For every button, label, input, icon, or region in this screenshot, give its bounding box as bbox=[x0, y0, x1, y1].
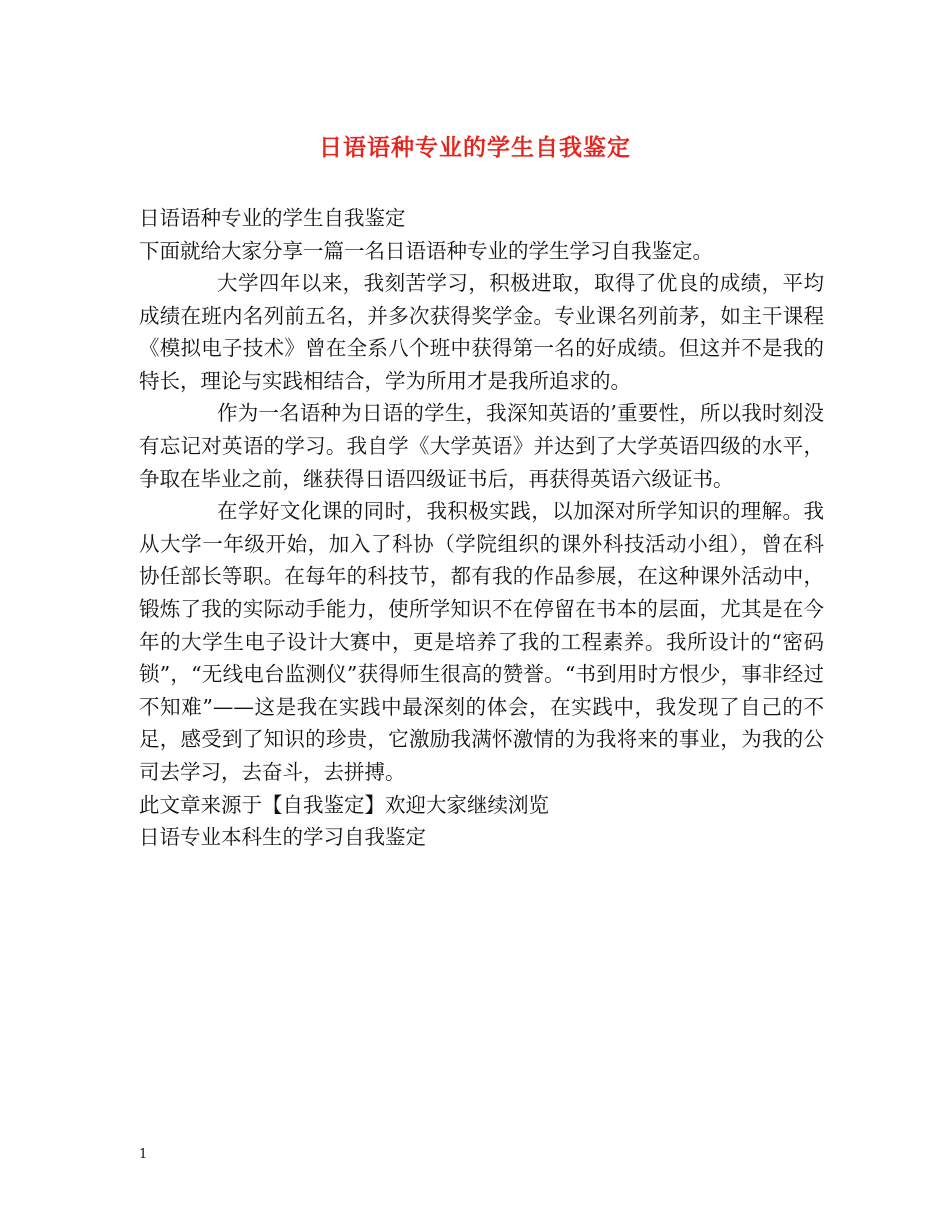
document-title: 日语语种专业的学生自我鉴定 bbox=[319, 134, 631, 161]
paragraph-english: 作为一名语种为日语的学生，我深知英语的’重要性，所以我时刻没有忘记对英语的学习。我自学《大学英语》并达到了大学英语四级的水平，争取在毕业之前，继获得日语四级证书后，再获得英语六级证书。 bbox=[139, 401, 824, 491]
paragraph-study: 大学四年以来，我刻苦学习，积极进取，取得了优良的成绩，平均成绩在班内名列前五名，并多次获得奖学金。专业课名列前茅，如主干课程《模拟电子技术》曾在全系八个班中获得第一名的好成绩。但这并不是我的特长，理论与实践相结合，学为所用才是我所追求的。 bbox=[139, 271, 824, 393]
page-number: 1 bbox=[139, 1147, 148, 1162]
document-body bbox=[139, 202, 824, 854]
intro-line: 下面就给大家分享一篇一名日语语种专业的学生学习自我鉴定。 bbox=[139, 238, 713, 263]
source-line: 此文章来源于【自我鉴定】欢迎大家继续浏览 bbox=[139, 792, 549, 817]
related-article-line: 日语专业本科生的学习自我鉴定 bbox=[139, 825, 426, 849]
paragraph-practice: 在学好文化课的同时，我积极实践，以加深对所学知识的理解。我从大学一年级开始，加入了科协（学院组织的课外科技活动小组），曾在科协任部长等职。在每年的科技节，都有我的作品参展，在这种课外活动中，锻炼了我的实际动手能力，使所学知识不在停留在书本的层面，尤其是在今年的大学生电子设计大赛中，更是培养了我的工程素养。我所设计的“密码锁”，“无线电台监测仪”获得师生很高的赞誉。“书到用时方恨少，事非经过不知难”——这是我在实践中最深刻的体会，在实践中，我发现了自己的不足，感受到了知识的珍贵，它激励我满怀激情的为我将来的事业，为我的公司去学习，去奋斗，去拼搏。 bbox=[139, 499, 824, 784]
subtitle-line: 日语语种专业的学生自我鉴定 bbox=[139, 206, 406, 230]
